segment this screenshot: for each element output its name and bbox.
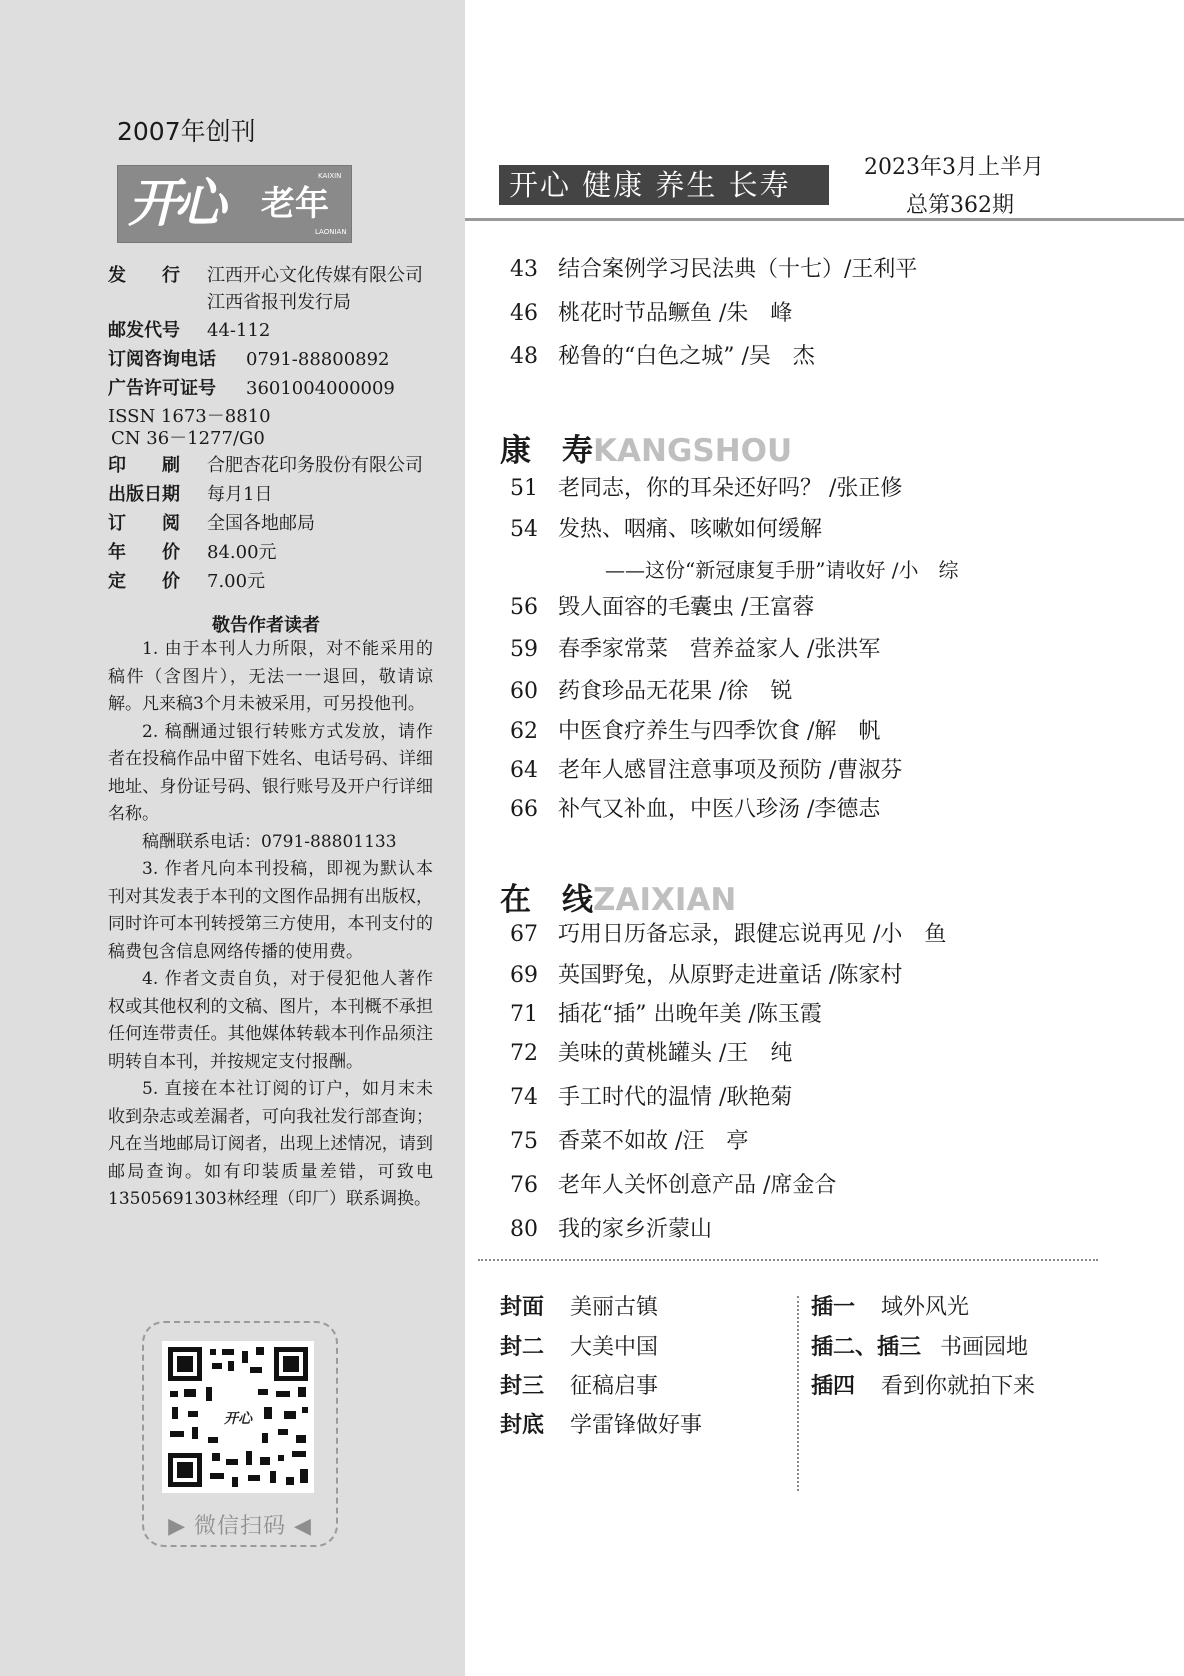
cover-item: 封二 大美中国 (500, 1335, 659, 1360)
toc-item[interactable] (510, 256, 917, 284)
toc-title: 毁人面容的毛囊虫 /王富蓉 (558, 595, 815, 620)
toc-item[interactable] (510, 516, 822, 544)
toc-page: 75 (510, 1129, 538, 1154)
toc-title: 发热、咽痛、咳嗽如何缓解 (558, 517, 823, 542)
svg-text:开心: 开心 (224, 1411, 252, 1427)
toc-item[interactable] (510, 594, 814, 622)
header-divider (465, 218, 1184, 221)
slogan-text: 开心 健康 养生 长寿 (509, 168, 791, 202)
insert-item: 插四 看到你就拍下来 (811, 1374, 1036, 1399)
toc-item[interactable] (510, 1128, 748, 1156)
section-title-cn: 在 线 (500, 882, 593, 918)
toc-page: 48 (510, 344, 538, 369)
toc-title: 中医食疗养生与四季饮食 /解 帆 (558, 719, 881, 744)
toc-item[interactable] (510, 343, 815, 371)
toc-item[interactable] (510, 796, 880, 824)
vertical-dotted-divider (797, 1296, 799, 1491)
toc-item[interactable] (510, 718, 880, 746)
toc-item[interactable] (510, 1001, 822, 1029)
wechat-qr-panel (142, 1321, 338, 1547)
toc-page: 43 (510, 257, 538, 282)
notice-paragraph: 2. 稿酬通过银行转账方式发放，请作者在投稿作品中留下姓名、电话号码、详细地址、身份证号码、银行账号及开户行详细名称。 (108, 721, 433, 824)
cover-item: 封底 学雷锋做好事 (500, 1413, 703, 1438)
cover-item: 封三 征稿启事 (500, 1374, 659, 1399)
info-annual-price: 年 价 84.00元 (108, 542, 277, 563)
info-issn: ISSN 1673－8810 (108, 406, 271, 427)
cover-item: 封面 美丽古镇 (500, 1295, 659, 1320)
toc-title: 结合案例学习民法典（十七）/王利平 (558, 257, 918, 282)
toc-item[interactable] (510, 475, 902, 503)
toc-item[interactable] (510, 962, 902, 990)
notice-body (108, 636, 433, 1214)
info-printer: 印 刷 合肥杏花印务股份有限公司 (108, 455, 423, 476)
notice-paragraph: 5. 直接在本社订阅的订户，如月末未收到杂志或差漏者，可向我社发行部查询；凡在当地邮局订阅者，出现上述情况，请到邮局查询。如有印装质量差错，可致电13505691303林经理（印厂）联系调换。 (108, 1079, 433, 1209)
insert-item: 插二、插三 书画园地 (811, 1335, 1029, 1360)
notice-paragraph: 1. 由于本刊人力所限，对不能采用的稿件（含图片），无法一一退回，敬请谅解。凡来稿3个月未被采用，可另投他刊。 (108, 639, 433, 714)
founded-year: 2007年创刊 (117, 117, 256, 146)
toc-page: 80 (510, 1217, 538, 1242)
toc-title: 桃花时节品鳜鱼 /朱 峰 (558, 301, 793, 326)
info-publisher: 发 行 江西开心文化传媒有限公司 (108, 265, 423, 286)
toc-page: 59 (510, 637, 538, 662)
toc-title: 香菜不如故 /汪 亭 (558, 1129, 749, 1154)
toc-title: 补气又补血，中医八珍汤 /李德志 (558, 797, 881, 822)
toc-title: 美味的黄桃罐头 /王 纯 (558, 1041, 793, 1066)
slogan-bar (499, 165, 829, 205)
logo-main-text: 开心 (128, 173, 221, 234)
toc-page: 76 (510, 1173, 538, 1198)
info-publish-date: 出版日期 每月1日 (108, 484, 273, 505)
toc-item[interactable] (510, 1040, 792, 1068)
notice-paragraph: 稿酬联系电话：0791-88801133 (142, 831, 397, 852)
qr-caption: ▶ 微信扫码 ◀ (168, 1514, 312, 1539)
notice-title: 敬告作者读者 (212, 615, 320, 636)
qr-code-graphic (162, 1341, 314, 1493)
info-subscribe: 订 阅 全国各地邮局 (108, 513, 315, 534)
toc-item[interactable] (510, 636, 880, 664)
section-title-cn: 康 寿 (500, 433, 593, 469)
section-heading-zaixian (500, 874, 736, 919)
logo-pinyin-bottom: LAONIAN (315, 228, 347, 236)
qr-code[interactable] (162, 1341, 314, 1493)
notice-paragraph: 4. 作者文责自负，对于侵犯他人著作权或其他权利的文稿、图片，本刊概不承担任何连带责任。其他媒体转载本刊作品须注明转自本刊，并按规定支付报酬。 (108, 969, 433, 1072)
toc-title: 老同志，你的耳朵还好吗？ /张正修 (558, 476, 903, 501)
toc-subtitle: ——这份“新冠康复手册”请收好 /小 综 (605, 558, 959, 582)
toc-item[interactable] (510, 678, 792, 706)
info-publisher-2: 江西省报刊发行局 (207, 292, 351, 313)
info-subscription-phone: 订阅咨询电话 0791-88800892 (108, 349, 390, 370)
logo-sub-text: 老年 (261, 184, 329, 224)
notice-paragraph: 3. 作者凡向本刊投稿，即视为默认本刊对其发表于本刊的文图作品拥有出版权，同时许可本刊转授第三方使用，本刊支付的稿费包含信息网络传播的使用费。 (108, 859, 433, 962)
toc-item[interactable] (510, 1172, 836, 1200)
toc-item[interactable] (510, 757, 902, 785)
toc-page: 46 (510, 301, 538, 326)
toc-item[interactable] (510, 1084, 792, 1112)
info-ad-license: 广告许可证号 3601004000009 (108, 378, 395, 399)
toc-title: 我的家乡沂蒙山 (558, 1217, 713, 1242)
toc-page: 64 (510, 758, 538, 783)
toc-title: 插花“插” 出晚年美 /陈玉霞 (558, 1002, 822, 1027)
toc-title: 巧用日历备忘录，跟健忘说再见 /小 鱼 (558, 922, 947, 947)
masthead-sidebar (0, 0, 465, 1676)
toc-page: 62 (510, 719, 538, 744)
dotted-divider (478, 1259, 1098, 1261)
toc-title: 老年人关怀创意产品 /席金合 (558, 1173, 837, 1198)
toc-page: 54 (510, 517, 538, 542)
issue-number: 总第362期 (906, 193, 1014, 218)
section-title-en: KANGSHOU (593, 433, 793, 469)
toc-title: 药食珍品无花果 /徐 锐 (558, 679, 793, 704)
insert-item: 插一 域外风光 (811, 1295, 970, 1320)
logo-pinyin-top: KAIXIN (318, 172, 342, 180)
toc-page: 71 (510, 1002, 538, 1027)
toc-page: 60 (510, 679, 538, 704)
toc-title: 秘鲁的“白色之城” /吴 杰 (558, 344, 815, 369)
section-title-en: ZAIXIAN (593, 882, 737, 918)
toc-page: 69 (510, 963, 538, 988)
toc-item[interactable] (510, 921, 946, 949)
toc-title: 英国野兔，从原野走进童话 /陈家村 (558, 963, 903, 988)
toc-page: 66 (510, 797, 538, 822)
toc-item[interactable] (510, 1216, 712, 1244)
magazine-logo (117, 165, 352, 243)
toc-page: 72 (510, 1041, 538, 1066)
toc-title: 春季家常菜 营养益家人 /张洪军 (558, 637, 881, 662)
info-unit-price: 定 价 7.00元 (108, 571, 266, 592)
info-cn: CN 36－1277/G0 (111, 428, 265, 449)
toc-page: 74 (510, 1085, 538, 1110)
issue-date: 2023年3月上半月 (864, 155, 1044, 180)
info-postal-code: 邮发代号 44-112 (108, 320, 271, 341)
toc-title: 手工时代的温情 /耿艳菊 (558, 1085, 793, 1110)
section-heading-kangshou (500, 425, 792, 470)
toc-page: 67 (510, 922, 538, 947)
toc-page: 56 (510, 595, 538, 620)
toc-page: 51 (510, 476, 538, 501)
toc-title: 老年人感冒注意事项及预防 /曹淑芬 (558, 758, 903, 783)
toc-item[interactable] (510, 300, 792, 328)
